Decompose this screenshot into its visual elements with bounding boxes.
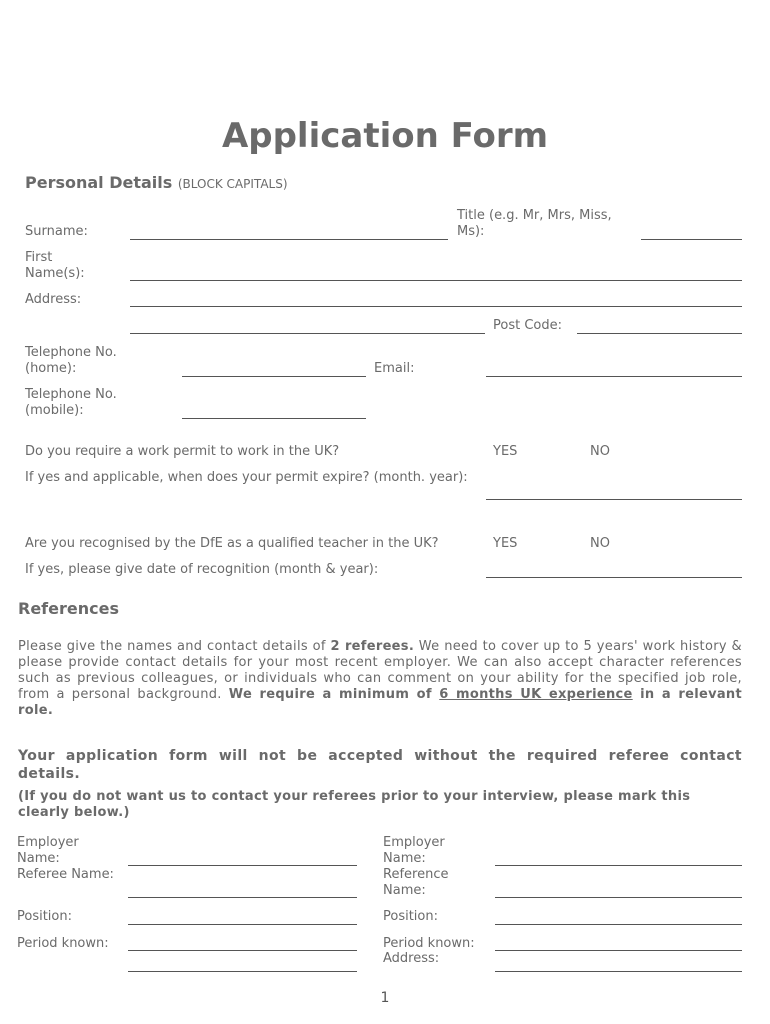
first-names-label: First Name(s):	[25, 250, 85, 281]
email-label: Email:	[374, 361, 415, 376]
surname-label: Surname:	[25, 224, 88, 239]
tel-mobile-label: Telephone No. (mobile):	[25, 387, 117, 418]
postcode-label: Post Code:	[493, 318, 562, 333]
first-names-field[interactable]	[130, 280, 742, 281]
dfe-question: Are you recognised by the DfE as a qualified teacher in the UK?	[25, 536, 439, 551]
personal-details-title: Personal Details	[25, 173, 173, 192]
page-number: 1	[380, 990, 390, 1006]
left-period-field[interactable]	[128, 950, 357, 951]
references-instructions	[18, 639, 742, 719]
right-employer-label: Employer Name:	[383, 835, 445, 866]
references-para-bold-3: in a relevant role.	[18, 687, 742, 718]
permit-expire-label: If yes and applicable, when does your permit expire? (month. year):	[25, 470, 468, 485]
dfe-date-label: If yes, please give date of recognition (month & year):	[25, 562, 379, 577]
permit-question: Do you require a work permit to work in the UK?	[25, 444, 340, 459]
permit-yes-option[interactable]: YES	[493, 444, 518, 459]
right-address-label: Address:	[383, 951, 440, 966]
tel-mobile-field[interactable]	[182, 418, 366, 419]
left-position-label: Position:	[17, 909, 72, 924]
references-contact-note: (If you do not want us to contact your referees prior to your interview, please mark this clearly below.)	[18, 789, 691, 820]
left-referee-label: Referee Name:	[17, 867, 114, 882]
address-label: Address:	[25, 292, 82, 307]
right-referee-field[interactable]	[495, 897, 742, 898]
email-field[interactable]	[486, 376, 742, 377]
title-label: Title (e.g. Mr, Mrs, Miss, Ms):	[457, 208, 612, 239]
right-position-field[interactable]	[495, 924, 742, 925]
dfe-date-field[interactable]	[486, 577, 742, 578]
left-period-label: Period known:	[17, 936, 109, 951]
tel-home-label: Telephone No. (home):	[25, 345, 117, 376]
references-para-bold-underline: 6 months UK experience	[439, 687, 633, 702]
tel-home-field[interactable]	[182, 376, 366, 377]
references-warning: Your application form will not be accepted without the required referee contact details.	[18, 748, 742, 782]
page-title: Application Form	[221, 116, 549, 156]
block-capitals-note: (BLOCK CAPITALS)	[177, 177, 288, 191]
right-referee-label: Reference Name:	[383, 867, 449, 898]
address-field-line-2[interactable]	[130, 333, 485, 334]
right-period-label: Period known:	[383, 936, 475, 951]
left-employer-field[interactable]	[128, 865, 357, 866]
references-para-1: Please give the names and contact details of	[18, 639, 331, 654]
personal-details-heading	[25, 173, 288, 192]
references-para-bold-1: 2 referees.	[330, 639, 415, 654]
dfe-yes-option[interactable]: YES	[493, 536, 518, 551]
permit-expire-field[interactable]	[486, 499, 742, 500]
references-para-2: We need to cover up to 5 years' work history & please provide contact details for your most recent employer. We can also accept character references such as previous colleagues, or individuals who can comment on your ability for the specified job role, from a personal background.	[18, 639, 742, 702]
postcode-field[interactable]	[577, 333, 742, 334]
references-heading: References	[18, 599, 119, 618]
surname-field[interactable]	[130, 239, 448, 240]
right-employer-field[interactable]	[495, 865, 742, 866]
permit-no-option[interactable]: NO	[590, 444, 610, 459]
left-extra-field[interactable]	[128, 971, 357, 972]
title-field[interactable]	[641, 239, 742, 240]
right-period-field[interactable]	[495, 950, 742, 951]
left-employer-label: Employer Name:	[17, 835, 79, 866]
right-address-field[interactable]	[495, 971, 742, 972]
address-field-line-1[interactable]	[130, 306, 742, 307]
references-para-bold-2: We require a minimum of	[228, 687, 440, 702]
dfe-no-option[interactable]: NO	[590, 536, 610, 551]
right-position-label: Position:	[383, 909, 438, 924]
left-referee-field[interactable]	[128, 897, 357, 898]
left-position-field[interactable]	[128, 924, 357, 925]
